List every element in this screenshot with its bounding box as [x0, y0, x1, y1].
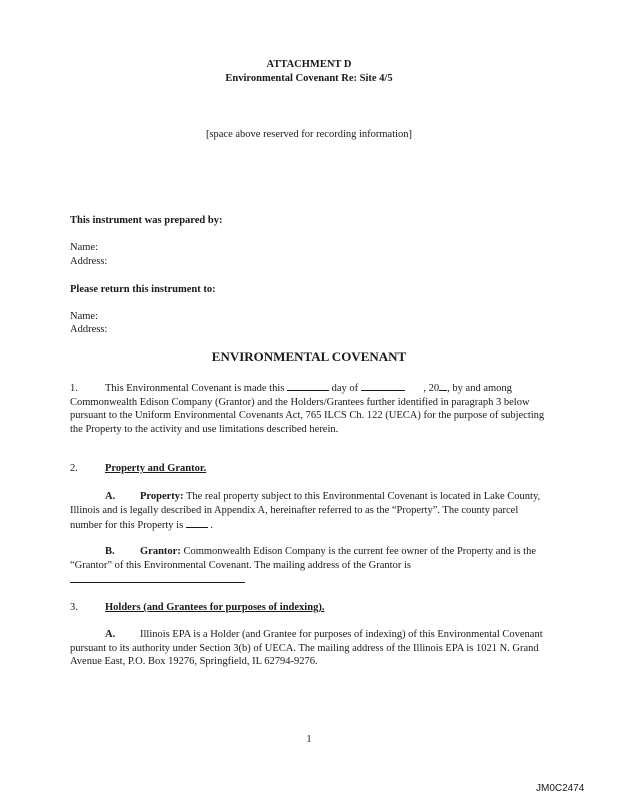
section-2a: A. Property: The real property subject to this Environmental Covenant is located in Lake County, Illinois and is legally described in Appendix A, hereinafter referred to as the “Property”. The county parcel number for this Property is . — [70, 491, 541, 531]
section-3a-text: Illinois EPA is a Holder (and Grantee for purposes of indexing) of this Environmental Covenant pursuant to its authority under Section 3(b) of UECA. The mailing address of the Illinois EPA is 1021 N. Grand Avenue East, P.O. Box 19276, Springfield, IL 62794-9276. — [70, 629, 543, 667]
day-blank — [287, 380, 329, 391]
month-blank — [361, 380, 405, 391]
section-2b — [70, 545, 546, 588]
section-2a-title: Property: — [140, 491, 184, 502]
section-2b-label: B. — [105, 546, 115, 557]
section-1-text-a: This Environmental Covenant is made this — [105, 383, 285, 394]
attachment-subtitle: Environmental Covenant Re: Site 4/5 — [225, 73, 393, 84]
section-1 — [70, 380, 546, 436]
section-1-text-b: day of — [331, 383, 359, 394]
page-number: 1 — [306, 734, 312, 745]
section-2-heading: Property and Grantor. — [105, 463, 207, 474]
section-3a — [70, 628, 546, 669]
prepared-by-heading: This instrument was prepared by: — [70, 215, 223, 226]
section-2a-text: The real property subject to this Environmental Covenant is located in Lake County, Illinois and is legally described in Appendix A, hereinafter referred to as the “Property”. The county parcel number for this Property is — [70, 491, 541, 531]
grantor-address-blank — [70, 572, 245, 583]
return-to-heading: Please return this instrument to: — [70, 284, 216, 295]
section-2a-label: A. — [105, 491, 116, 502]
return-to-name-label: Name: — [70, 311, 98, 322]
document-title: ENVIRONMENTAL COVENANT — [211, 349, 407, 364]
section-3-heading: Holders (and Grantees for purposes of indexing). — [105, 602, 325, 613]
section-3-number: 3. — [70, 602, 78, 613]
section-2-number: 2. — [70, 463, 78, 474]
prepared-by-name-label: Name: — [70, 242, 98, 253]
section-1-text-d: , by — [447, 383, 463, 394]
section-1-text-rest: and among Commonwealth Edison Company (Grantor) and the Holders/Grantees further identified in paragraph 3 below pursuant to the Uniform Environmental Covenants Act, 765 ILCS Ch. 122 (UECA) for the purpose of subjecting the Property to the activity and use limitations described herein. — [70, 383, 545, 435]
section-2b-text: Commonwealth Edison Company is the current fee owner of the Property and is the “Grantor” of this Environmental Covenant. The mailing address of the Grantor is — [70, 546, 536, 571]
section-1-text-c: , 20 — [423, 383, 440, 394]
reserved-note: [space above reserved for recording information] — [205, 129, 413, 140]
section-2b-title: Grantor: — [140, 546, 181, 557]
parcel-number-blank — [186, 517, 208, 528]
section-2-heading-row — [70, 462, 546, 476]
bates-number: JM0C2474 — [536, 783, 585, 794]
return-to-address-label: Address: — [70, 324, 108, 335]
year-blank — [439, 380, 447, 391]
attachment-title: ATTACHMENT D — [266, 59, 352, 70]
section-1-number: 1. — [70, 383, 78, 394]
section-3-heading-row — [70, 601, 546, 615]
prepared-by-address-label: Address: — [70, 256, 108, 267]
section-3a-label: A. — [105, 629, 116, 640]
